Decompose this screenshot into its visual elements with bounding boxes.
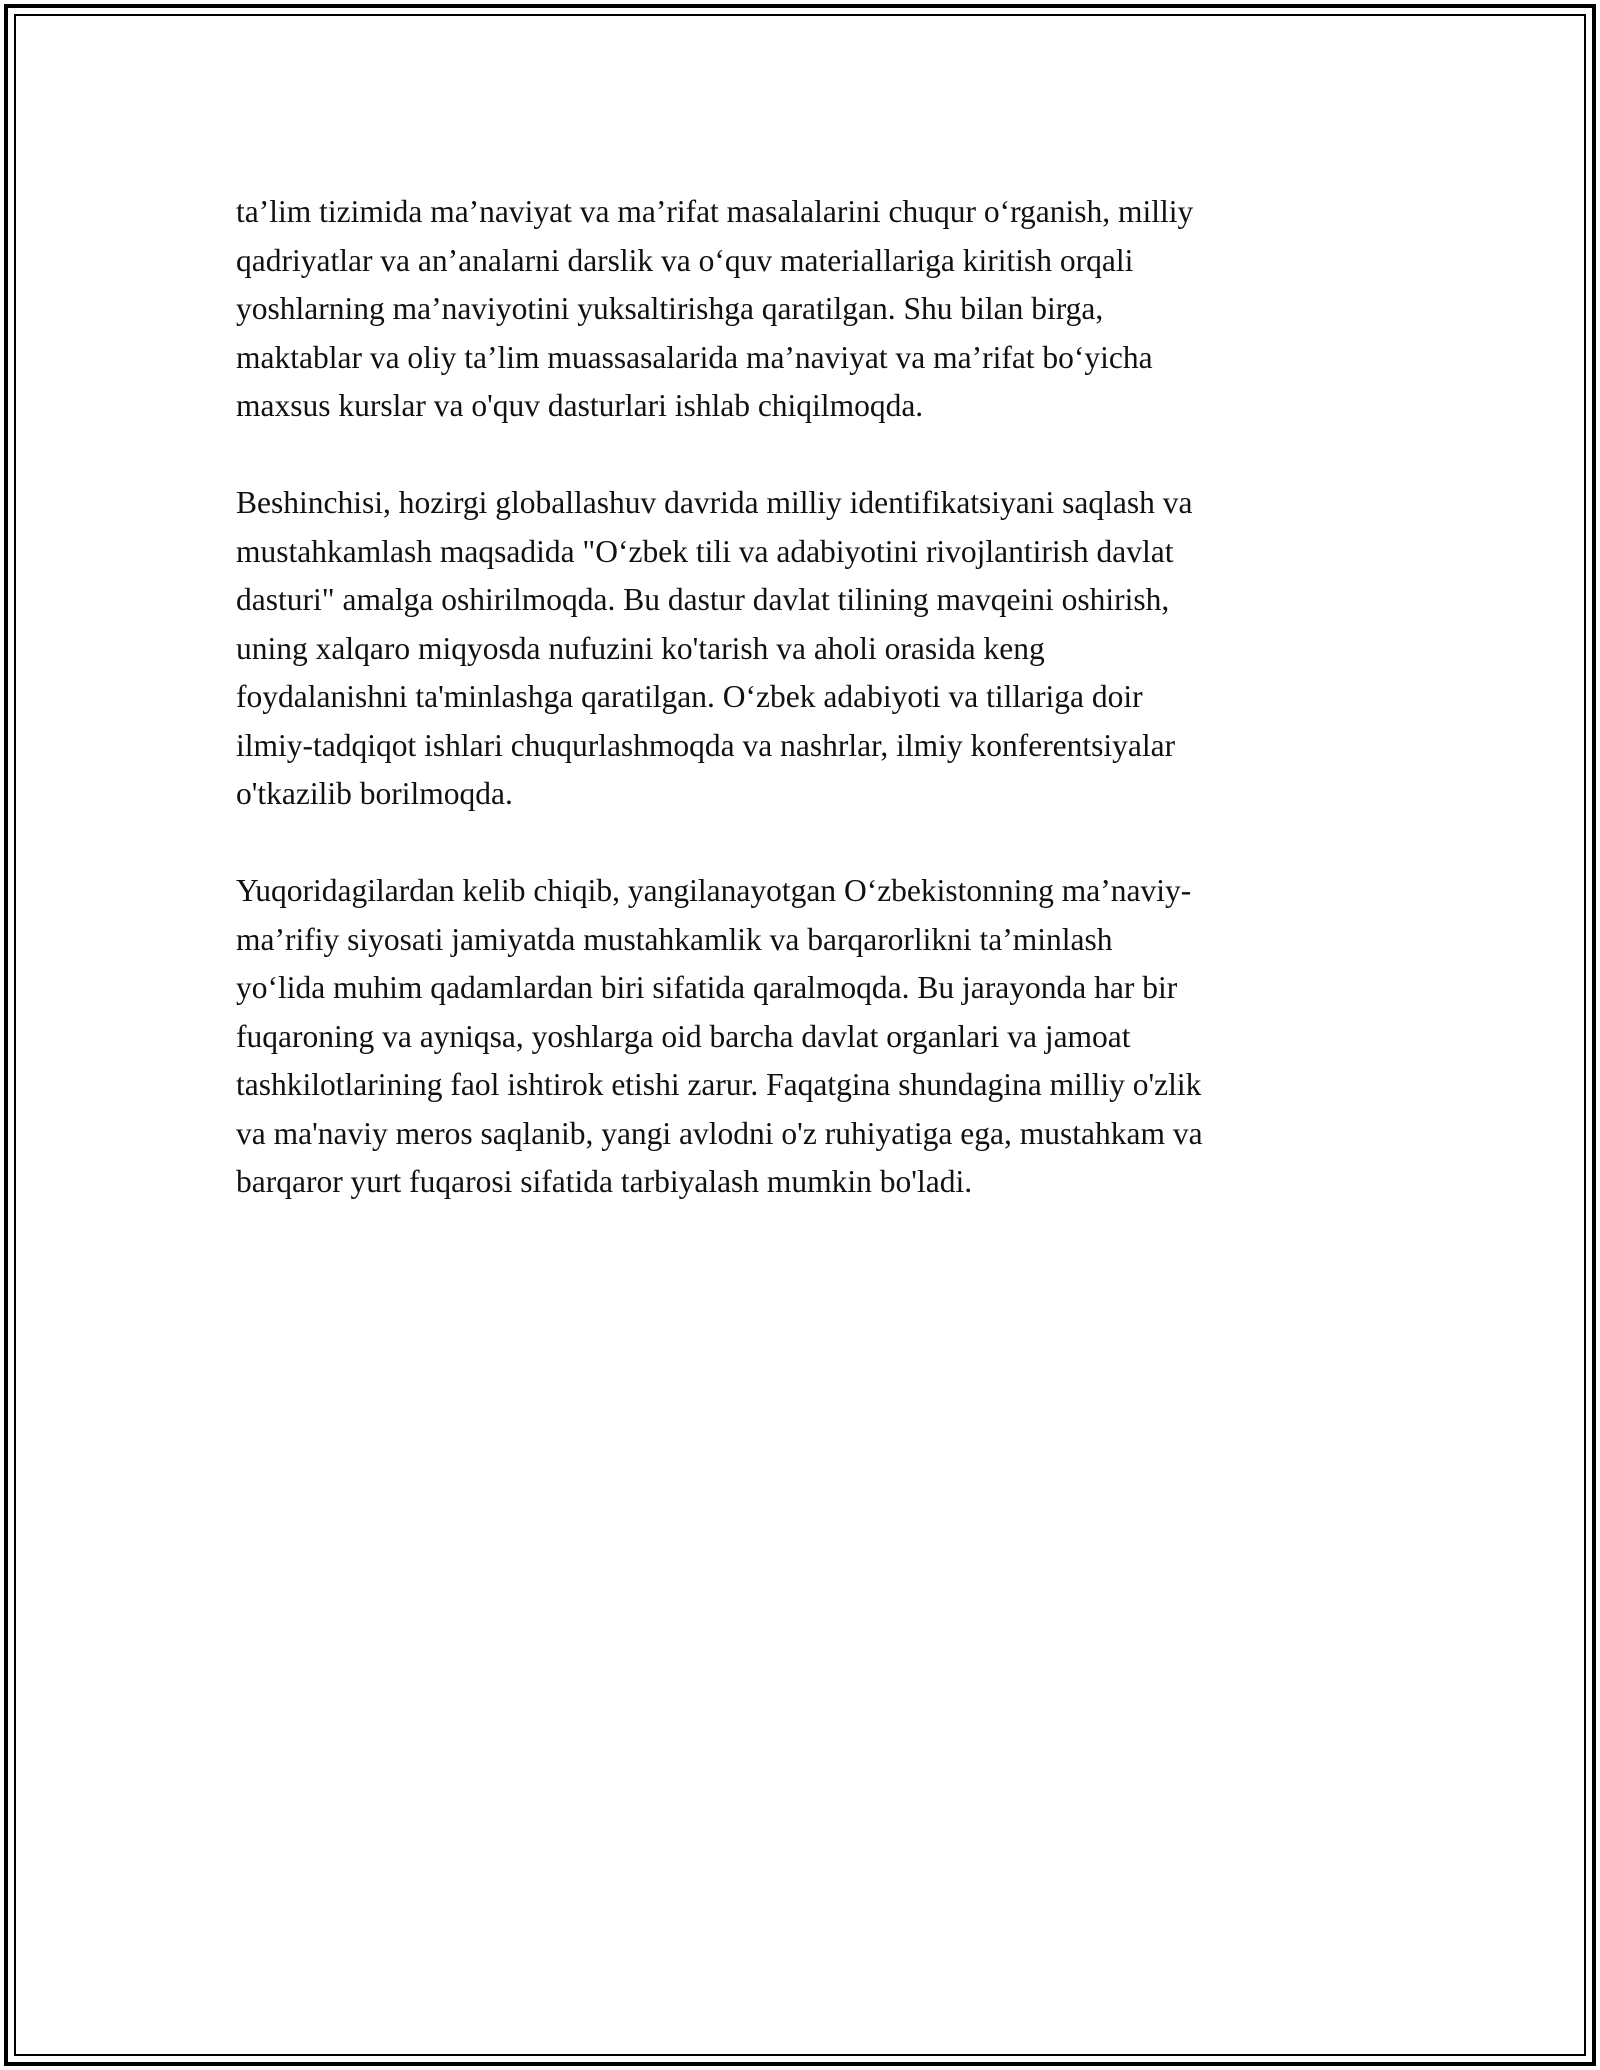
text-line: tashkilotlarining faol ishtirok etishi zarur. Faqatgina shundagina milliy o'zlik [236,1067,1202,1102]
paragraph-3 [236,867,1376,1207]
text-line: ta’lim tizimida ma’naviyat va ma’rifat masalalarini chuqur o‘rganish, milliy [236,194,1194,229]
text-line: mustahkamlash maqsadida "O‘zbek tili va adabiyotini rivojlantirish davlat [236,533,1174,569]
paragraph-2 [236,479,1376,819]
text-line: maxsus kurslar va o'quv dasturlari ishlab chiqilmoqda. [236,388,924,423]
text-line: barqaror yurt fuqarosi sifatida tarbiyalash mumkin bo'ladi. [236,1164,973,1199]
text-line: fuqaroning va ayniqsa, yoshlarga oid barcha davlat organlari va jamoat [236,1018,1131,1054]
text-line: o'tkazilib borilmoqda. [236,776,513,811]
text-line: yoshlarning ma’naviyotini yuksaltirishga qaratilgan. Shu bilan birga, [236,291,1104,326]
text-line: Beshinchisi, hozirgi globallashuv davrida milliy identifikatsiyani saqlash va [236,485,1193,520]
text-line: uning xalqaro miqyosda nufuzini ko'tarish va aholi orasida keng [236,630,1045,666]
text-line: Yuqoridagilardan kelib chiqib, yangilanayotgan O‘zbekistonning ma’naviy- [236,873,1192,908]
text-line: ma’rifiy siyosati jamiyatda mustahkamlik va barqarorlikni ta’minlash [236,921,1113,957]
text-line: maktablar va oliy ta’lim muassasalarida ma’naviyat va ma’rifat bo‘yicha [236,339,1153,375]
text-line: ilmiy-tadqiqot ishlari chuqurlashmoqda va nashrlar, ilmiy konferentsiyalar [236,727,1176,763]
text-line: foydalanishni ta'minlashga qaratilgan. O‘zbek adabiyoti va tillariga doir [236,679,1143,714]
text-line: va ma'naviy meros saqlanib, yangi avlodni o'z ruhiyatiga ega, mustahkam va [236,1115,1203,1151]
text-line: yo‘lida muhim qadamlardan biri sifatida qaralmoqda. Bu jarayonda har bir [236,970,1178,1005]
paragraph-1 [236,188,1376,431]
document-body [236,188,1376,1255]
text-line: dasturi" amalga oshirilmoqda. Bu dastur davlat tilining mavqeini oshirish, [236,582,1170,617]
text-line: qadriyatlar va an’analarni darslik va o‘quv materiallariga kiritish orqali [236,242,1134,278]
